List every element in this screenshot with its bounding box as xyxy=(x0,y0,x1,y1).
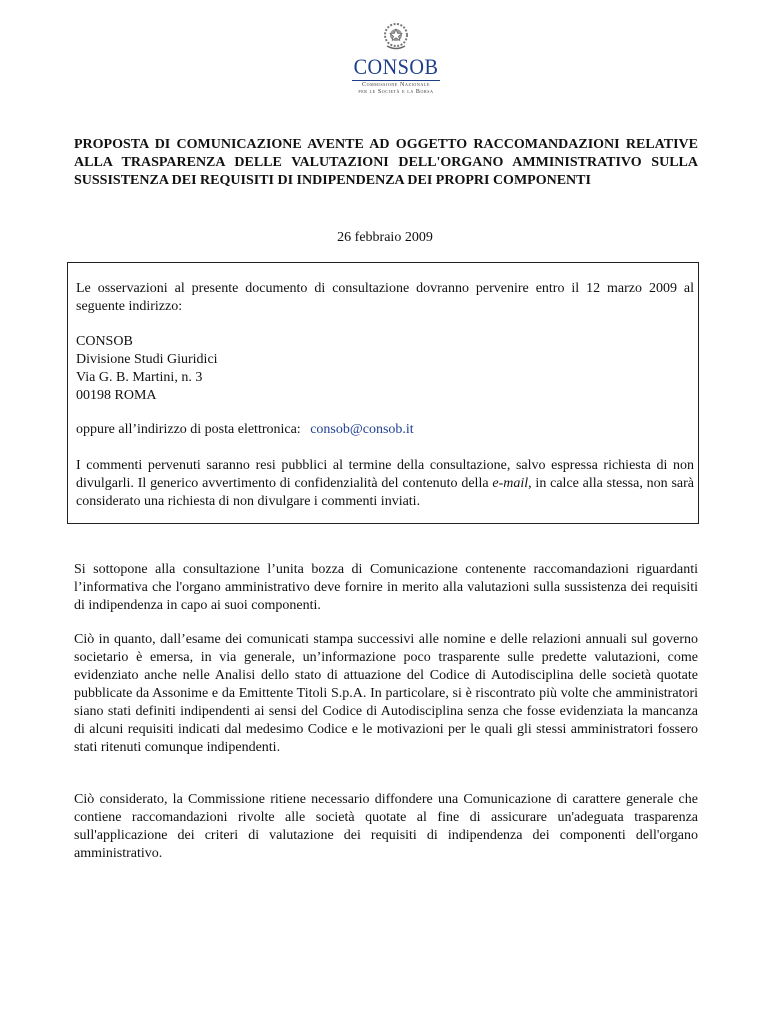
body-paragraph-1: Si sottopone alla consultazione l’unita bozza di Comunicazione contenente raccomandazioni riguardanti l’informativa che l'organo amministrativo deve fornire in merito alla valutazioni sulla sussistenza dei requisiti di indipendenza in capo ai suoi componenti. xyxy=(74,562,698,613)
logo-subtitle-1: Commissione Nazionale xyxy=(362,82,430,88)
logo-wordmark: CONSOB xyxy=(353,54,439,79)
consultation-notice-box xyxy=(67,262,699,524)
comments-text-2: , in calce alla stessa, non sarà considerato una richiesta di non divulgare i commenti inviati. xyxy=(76,476,694,509)
address-line-3: Via G. B. Martini, n. 3 xyxy=(76,370,203,385)
notice-intro: Le osservazioni al presente documento di consultazione dovranno pervenire entro il 12 marzo 2009 al seguente indirizzo: xyxy=(76,281,694,314)
italian-republic-emblem-icon xyxy=(381,20,411,52)
email-link[interactable]: consob@consob.it xyxy=(310,422,414,437)
address-line-4: 00198 ROMA xyxy=(76,388,157,403)
logo-subtitle-2: per le Società e la Borsa xyxy=(358,89,434,95)
body-paragraph-3: Ciò considerato, la Commissione ritiene necessario diffondere una Comunicazione di carattere generale che contiene raccomandazioni rivolte alle società quotate al fine di assicurare un'adeguata trasparenza sull'applicazione dei criteri di valutazione dei requisiti di indipendenza dei componenti dell'organo amministrativo. xyxy=(74,792,698,861)
postal-address xyxy=(76,333,676,405)
consob-logo xyxy=(348,20,444,106)
body-paragraph-2: Ciò in quanto, dall’esame dei comunicati stampa successivi alle nomine e delle relazioni annuali sul governo societario è emersa, in via generale, un’informazione poco trasparente sulle predette valutazioni, come evidenziato anche nelle Analisi dello stato di attuazione del Codice di Autodisciplina delle società quotate pubblicate da Assonime e da Emittente Titoli S.p.A. In particolare, si è riscontrato più volte che amministratori siano stati definiti indipendenti ai sensi del Codice di Autodisciplina senza che fosse evidenziata la mancanza di alcuni requisiti indicati dal medesimo Codice e le motivazioni per le quali gli stessi amministratori fossero stati ritenuti comunque indipendenti. xyxy=(74,632,698,755)
address-line-2: Divisione Studi Giuridici xyxy=(76,352,218,367)
comments-text-1: I commenti pervenuti saranno resi pubblici al termine della consultazione, salvo espressa richiesta di non divulgarli. Il generico avvertimento di confidenzialità del contenuto della xyxy=(76,458,694,491)
email-prefix: oppure all’indirizzo di posta elettronica: xyxy=(76,422,301,437)
address-line-1: CONSOB xyxy=(76,334,133,349)
document-date: 26 febbraio 2009 xyxy=(337,230,433,245)
comments-notice xyxy=(76,457,694,511)
document-title: PROPOSTA DI COMUNICAZIONE AVENTE AD OGGETTO RACCOMANDAZIONI RELATIVE ALLA TRASPARENZA DELLE VALUTAZIONI DELL'ORGANO AMMINISTRATIVO SULLA SUSSISTENZA DEI REQUISITI DI INDIPENDENZA DEI PROPRI COMPONENTI xyxy=(74,137,698,188)
email-line xyxy=(76,421,676,439)
comments-email-term: e-mail xyxy=(492,476,529,491)
logo-rule xyxy=(352,80,440,81)
